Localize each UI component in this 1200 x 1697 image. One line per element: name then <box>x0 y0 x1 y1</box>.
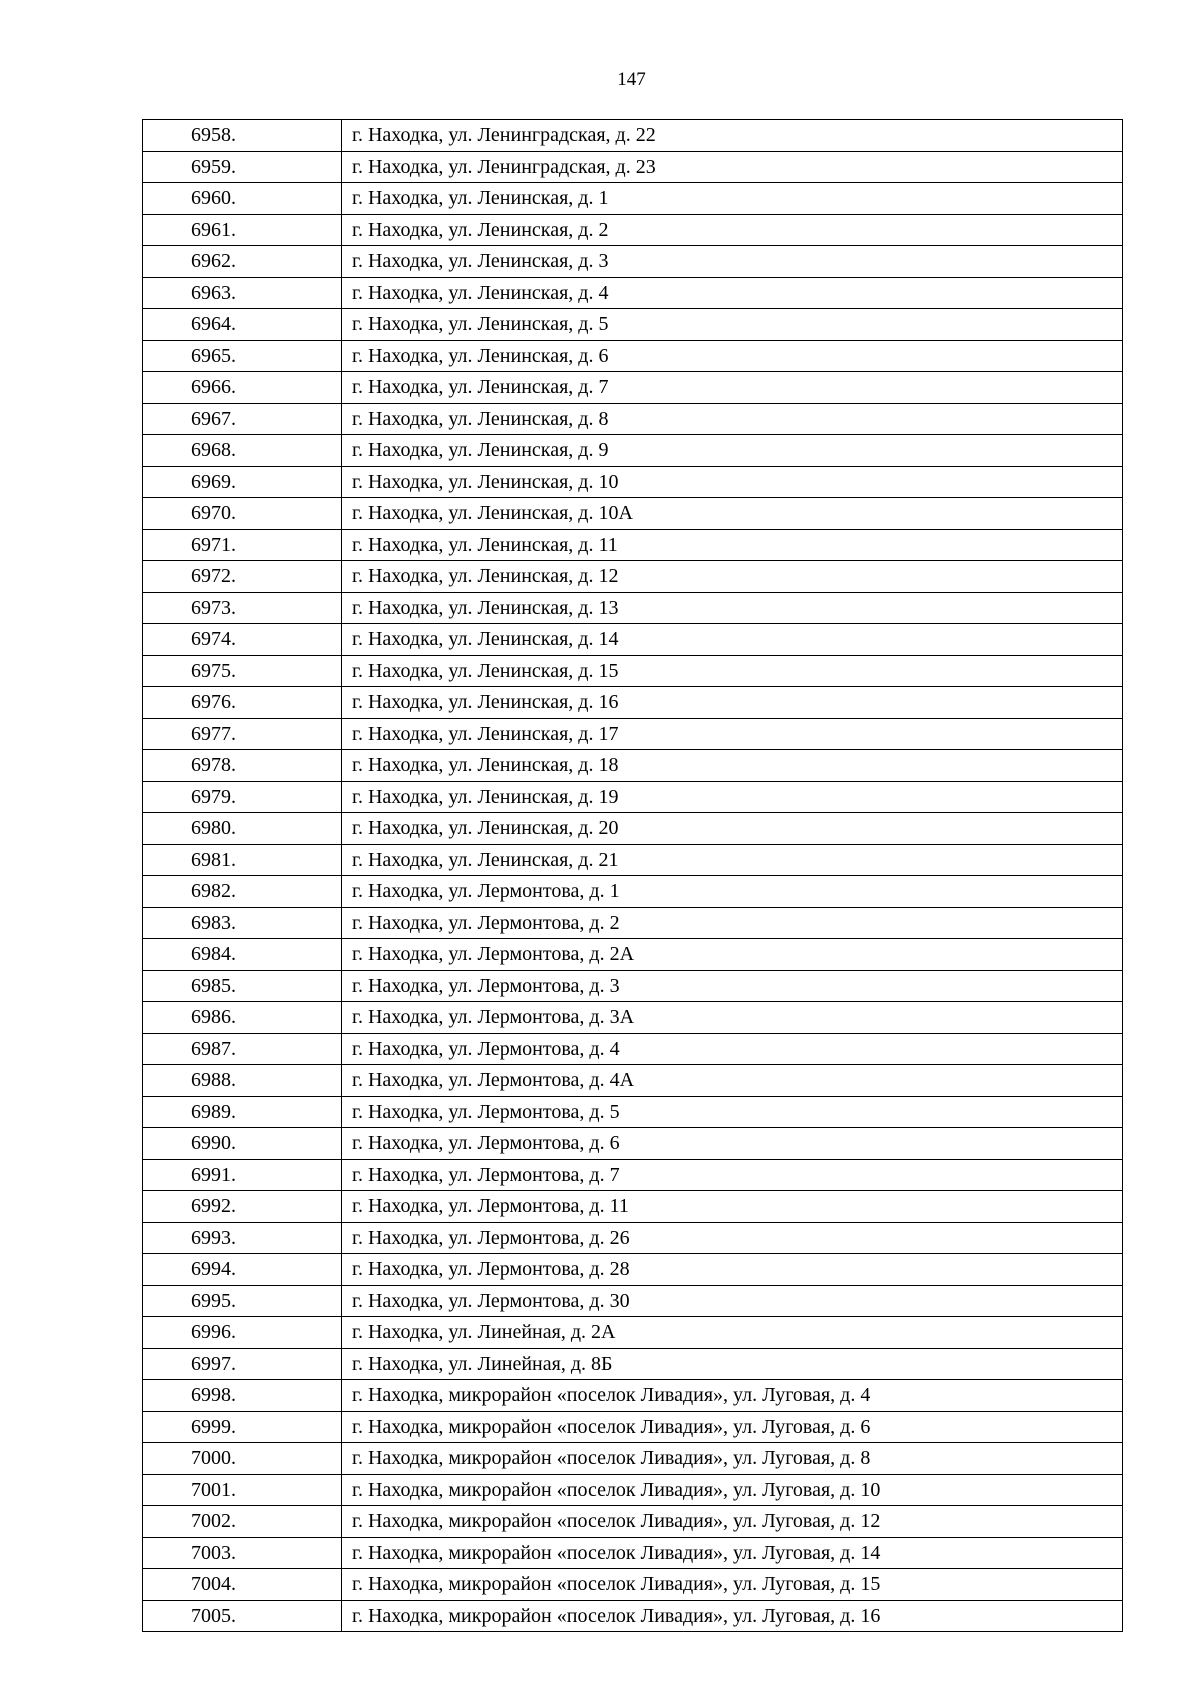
row-number-cell: 6984. <box>143 939 342 971</box>
address-cell: г. Находка, ул. Лермонтова, д. 26 <box>342 1222 1123 1254</box>
address-cell: г. Находка, ул. Ленинская, д. 12 <box>342 561 1123 593</box>
row-number-cell: 6980. <box>143 813 342 845</box>
address-cell: г. Находка, ул. Ленинская, д. 1 <box>342 183 1123 215</box>
table-row <box>143 214 1123 246</box>
address-cell: г. Находка, ул. Лермонтова, д. 2А <box>342 939 1123 971</box>
address-cell: г. Находка, ул. Ленинская, д. 14 <box>342 624 1123 656</box>
address-cell: г. Находка, ул. Лермонтова, д. 6 <box>342 1128 1123 1160</box>
address-cell: г. Находка, ул. Ленинская, д. 6 <box>342 340 1123 372</box>
row-number-cell: 6995. <box>143 1285 342 1317</box>
row-number-cell: 7005. <box>143 1600 342 1632</box>
address-cell: г. Находка, микрорайон «поселок Ливадия», ул. Луговая, д. 14 <box>342 1537 1123 1569</box>
row-number-cell: 6981. <box>143 844 342 876</box>
table-row <box>143 1285 1123 1317</box>
address-cell: г. Находка, ул. Ленинская, д. 21 <box>342 844 1123 876</box>
row-number-cell: 6974. <box>143 624 342 656</box>
row-number-cell: 6993. <box>143 1222 342 1254</box>
address-cell: г. Находка, ул. Лермонтова, д. 3А <box>342 1002 1123 1034</box>
address-cell: г. Находка, ул. Ленинградская, д. 22 <box>342 120 1123 152</box>
row-number-cell: 7002. <box>143 1506 342 1538</box>
table-row <box>143 1191 1123 1223</box>
address-cell: г. Находка, микрорайон «поселок Ливадия», ул. Луговая, д. 8 <box>342 1443 1123 1475</box>
table-row <box>143 1002 1123 1034</box>
row-number-cell: 6997. <box>143 1348 342 1380</box>
row-number-cell: 6965. <box>143 340 342 372</box>
table-row <box>143 750 1123 782</box>
table-row <box>143 340 1123 372</box>
table-row <box>143 1096 1123 1128</box>
address-cell: г. Находка, ул. Ленинская, д. 8 <box>342 403 1123 435</box>
row-number-cell: 6977. <box>143 718 342 750</box>
address-cell: г. Находка, ул. Лермонтова, д. 7 <box>342 1159 1123 1191</box>
address-cell: г. Находка, ул. Лермонтова, д. 30 <box>342 1285 1123 1317</box>
row-number-cell: 6992. <box>143 1191 342 1223</box>
table-row <box>143 183 1123 215</box>
row-number-cell: 6962. <box>143 246 342 278</box>
address-cell: г. Находка, ул. Лермонтова, д. 4 <box>342 1033 1123 1065</box>
table-row <box>143 1600 1123 1632</box>
table-row <box>143 435 1123 467</box>
address-cell: г. Находка, ул. Лермонтова, д. 4А <box>342 1065 1123 1097</box>
address-cell: г. Находка, микрорайон «поселок Ливадия», ул. Луговая, д. 4 <box>342 1380 1123 1412</box>
table-row <box>143 309 1123 341</box>
address-cell: г. Находка, ул. Ленинская, д. 16 <box>342 687 1123 719</box>
row-number-cell: 7003. <box>143 1537 342 1569</box>
address-cell: г. Находка, микрорайон «поселок Ливадия», ул. Луговая, д. 15 <box>342 1569 1123 1601</box>
address-cell: г. Находка, ул. Лермонтова, д. 5 <box>342 1096 1123 1128</box>
row-number-cell: 7004. <box>143 1569 342 1601</box>
row-number-cell: 6971. <box>143 529 342 561</box>
row-number-cell: 6991. <box>143 1159 342 1191</box>
row-number-cell: 6960. <box>143 183 342 215</box>
table-row <box>143 718 1123 750</box>
row-number-cell: 6978. <box>143 750 342 782</box>
table-row <box>143 151 1123 183</box>
row-number-cell: 6987. <box>143 1033 342 1065</box>
address-cell: г. Находка, микрорайон «поселок Ливадия», ул. Луговая, д. 16 <box>342 1600 1123 1632</box>
table-row <box>143 655 1123 687</box>
address-cell: г. Находка, ул. Линейная, д. 8Б <box>342 1348 1123 1380</box>
table-row <box>143 529 1123 561</box>
table-row <box>143 403 1123 435</box>
table-row <box>143 1317 1123 1349</box>
row-number-cell: 6961. <box>143 214 342 246</box>
table-row <box>143 466 1123 498</box>
row-number-cell: 6990. <box>143 1128 342 1160</box>
row-number-cell: 6988. <box>143 1065 342 1097</box>
table-row <box>143 1033 1123 1065</box>
page-number: 147 <box>617 69 646 90</box>
row-number-cell: 6979. <box>143 781 342 813</box>
address-cell: г. Находка, ул. Ленинская, д. 9 <box>342 435 1123 467</box>
table-row <box>143 687 1123 719</box>
row-number-cell: 6994. <box>143 1254 342 1286</box>
address-table-body <box>143 120 1123 1632</box>
row-number-cell: 6958. <box>143 120 342 152</box>
row-number-cell: 6970. <box>143 498 342 530</box>
row-number-cell: 6999. <box>143 1411 342 1443</box>
address-cell: г. Находка, ул. Линейная, д. 2А <box>342 1317 1123 1349</box>
address-cell: г. Находка, микрорайон «поселок Ливадия», ул. Луговая, д. 10 <box>342 1474 1123 1506</box>
address-cell: г. Находка, ул. Ленинская, д. 2 <box>342 214 1123 246</box>
address-cell: г. Находка, ул. Ленинская, д. 7 <box>342 372 1123 404</box>
address-cell: г. Находка, ул. Ленинская, д. 19 <box>342 781 1123 813</box>
row-number-cell: 6975. <box>143 655 342 687</box>
address-cell: г. Находка, ул. Лермонтова, д. 2 <box>342 907 1123 939</box>
table-row <box>143 1569 1123 1601</box>
table-row <box>143 561 1123 593</box>
address-cell: г. Находка, ул. Ленинская, д. 4 <box>342 277 1123 309</box>
row-number-cell: 7001. <box>143 1474 342 1506</box>
address-cell: г. Находка, ул. Лермонтова, д. 3 <box>342 970 1123 1002</box>
row-number-cell: 6989. <box>143 1096 342 1128</box>
row-number-cell: 6964. <box>143 309 342 341</box>
row-number-cell: 6967. <box>143 403 342 435</box>
table-row <box>143 907 1123 939</box>
table-row <box>143 1222 1123 1254</box>
table-row <box>143 1254 1123 1286</box>
address-cell: г. Находка, ул. Лермонтова, д. 11 <box>342 1191 1123 1223</box>
table-row <box>143 781 1123 813</box>
address-cell: г. Находка, ул. Ленинская, д. 18 <box>342 750 1123 782</box>
address-cell: г. Находка, ул. Лермонтова, д. 1 <box>342 876 1123 908</box>
table-row <box>143 277 1123 309</box>
table-row <box>143 813 1123 845</box>
table-row <box>143 1443 1123 1475</box>
address-cell: г. Находка, ул. Лермонтова, д. 28 <box>342 1254 1123 1286</box>
table-row <box>143 1065 1123 1097</box>
row-number-cell: 6998. <box>143 1380 342 1412</box>
table-row <box>143 876 1123 908</box>
row-number-cell: 7000. <box>143 1443 342 1475</box>
table-row <box>143 1506 1123 1538</box>
address-cell: г. Находка, ул. Ленинская, д. 13 <box>342 592 1123 624</box>
row-number-cell: 6963. <box>143 277 342 309</box>
table-row <box>143 939 1123 971</box>
row-number-cell: 6969. <box>143 466 342 498</box>
address-cell: г. Находка, ул. Ленинская, д. 11 <box>342 529 1123 561</box>
address-cell: г. Находка, ул. Ленинградская, д. 23 <box>342 151 1123 183</box>
address-cell: г. Находка, ул. Ленинская, д. 5 <box>342 309 1123 341</box>
row-number-cell: 6972. <box>143 561 342 593</box>
address-cell: г. Находка, ул. Ленинская, д. 3 <box>342 246 1123 278</box>
address-cell: г. Находка, ул. Ленинская, д. 20 <box>342 813 1123 845</box>
table-row <box>143 372 1123 404</box>
address-cell: г. Находка, ул. Ленинская, д. 17 <box>342 718 1123 750</box>
table-row <box>143 120 1123 152</box>
table-row <box>143 844 1123 876</box>
row-number-cell: 6973. <box>143 592 342 624</box>
table-row <box>143 246 1123 278</box>
row-number-cell: 6985. <box>143 970 342 1002</box>
row-number-cell: 6996. <box>143 1317 342 1349</box>
row-number-cell: 6959. <box>143 151 342 183</box>
row-number-cell: 6986. <box>143 1002 342 1034</box>
address-cell: г. Находка, микрорайон «поселок Ливадия», ул. Луговая, д. 12 <box>342 1506 1123 1538</box>
address-cell: г. Находка, микрорайон «поселок Ливадия», ул. Луговая, д. 6 <box>342 1411 1123 1443</box>
table-row <box>143 1474 1123 1506</box>
table-row <box>143 970 1123 1002</box>
address-table <box>142 119 1123 1632</box>
row-number-cell: 6966. <box>143 372 342 404</box>
table-row <box>143 592 1123 624</box>
address-cell: г. Находка, ул. Ленинская, д. 10А <box>342 498 1123 530</box>
table-row <box>143 1128 1123 1160</box>
table-row <box>143 498 1123 530</box>
row-number-cell: 6983. <box>143 907 342 939</box>
row-number-cell: 6982. <box>143 876 342 908</box>
table-row <box>143 1159 1123 1191</box>
table-row <box>143 1380 1123 1412</box>
row-number-cell: 6976. <box>143 687 342 719</box>
table-row <box>143 624 1123 656</box>
table-row <box>143 1537 1123 1569</box>
row-number-cell: 6968. <box>143 435 342 467</box>
address-cell: г. Находка, ул. Ленинская, д. 10 <box>342 466 1123 498</box>
table-row <box>143 1411 1123 1443</box>
address-cell: г. Находка, ул. Ленинская, д. 15 <box>342 655 1123 687</box>
table-row <box>143 1348 1123 1380</box>
